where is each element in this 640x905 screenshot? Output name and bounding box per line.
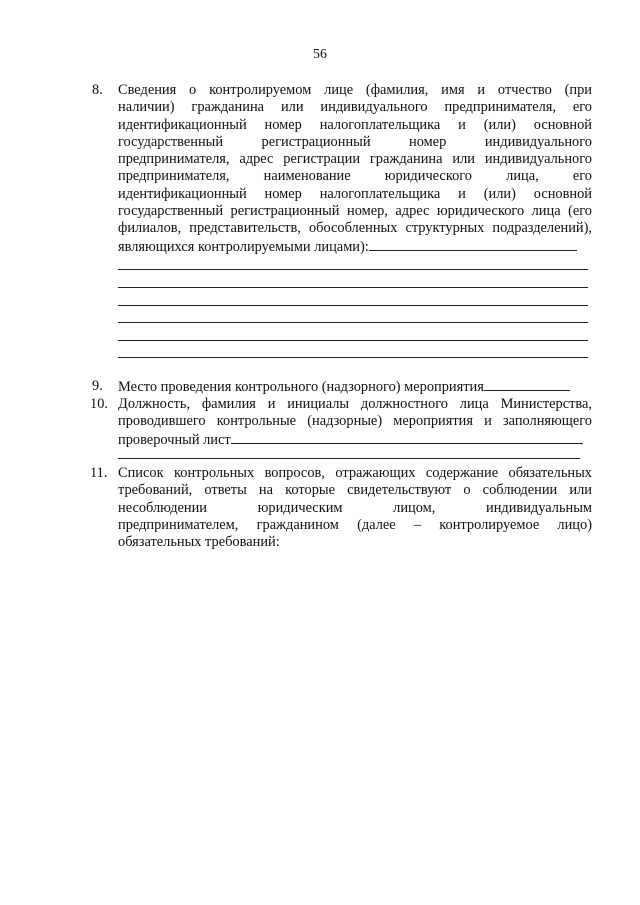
item-11-text (118, 465, 592, 551)
item-8-blank-line[interactable] (118, 287, 588, 288)
item-9-text (118, 378, 592, 396)
item-8-line: являющихся контролируемыми лицами): (118, 238, 369, 255)
item-11-number: 11. (90, 465, 108, 481)
item-8-blank-line[interactable] (118, 340, 588, 341)
item-11-line: Список контрольных вопросов, отражающих содержание обязательных (118, 465, 592, 481)
item-8-blank-line[interactable] (118, 322, 588, 323)
item-10-line-last (118, 431, 592, 449)
item-10-text (118, 396, 592, 449)
item-8-line: идентификационный номер налогоплательщика и (или) основной (118, 185, 592, 202)
item-8-blank-line[interactable] (118, 269, 588, 270)
item-10-blank-line[interactable] (118, 458, 580, 459)
item-8-line: наличии) гражданина или индивидуального предпринимателя, его (118, 99, 592, 116)
item-8-line: филиалов, представительств, обособленных структурных подразделений), (118, 220, 592, 237)
item-8-line: предпринимателя, наименование юридического лица, его (118, 168, 592, 185)
item-8-line: Сведения о контролируемом лице (фамилия, имя и отчество (при (118, 82, 592, 98)
item-8-blank-line[interactable] (118, 357, 588, 358)
item-9-label: Место проведения контрольного (надзорного) мероприятия (118, 379, 484, 395)
item-8-line-last (118, 238, 592, 256)
item-10-line: проводившего контрольные (надзорные) мероприятия и заполняющего (118, 413, 592, 430)
item-8-answer-field[interactable] (369, 238, 577, 251)
item-8-line: идентификационный номер налогоплательщика и (или) основной (118, 116, 592, 133)
item-8-line: государственный регистрационный номер индивидуального (118, 133, 592, 150)
item-8-number: 8. (92, 82, 103, 98)
item-9-line (118, 378, 592, 396)
item-10-line: Должность, фамилия и инициалы должностного лица Министерства, (118, 396, 592, 412)
item-8-line: государственный регистрационный номер, адрес юридического лица (его (118, 203, 592, 220)
item-10-number: 10. (90, 396, 108, 412)
item-9-answer-field[interactable] (484, 378, 570, 391)
item-8-text (118, 82, 592, 256)
item-8-line: предпринимателя, адрес регистрации гражданина или индивидуального (118, 151, 592, 168)
item-10-line: проверочный лист (118, 431, 231, 448)
page-number: 56 (313, 47, 327, 62)
item-8-blank-line[interactable] (118, 305, 588, 306)
item-11-line: предпринимателем, гражданином (далее – контролируемое лицо) (118, 516, 592, 533)
item-11-line: требований, ответы на которые свидетельствуют о соблюдении или (118, 482, 592, 499)
item-11-line: обязательных требований: (118, 534, 280, 551)
item-10-answer-field[interactable] (231, 431, 583, 444)
item-9-number: 9. (92, 378, 103, 394)
item-11-line: несоблюдении юридическим лицом, индивидуальным (118, 499, 592, 516)
